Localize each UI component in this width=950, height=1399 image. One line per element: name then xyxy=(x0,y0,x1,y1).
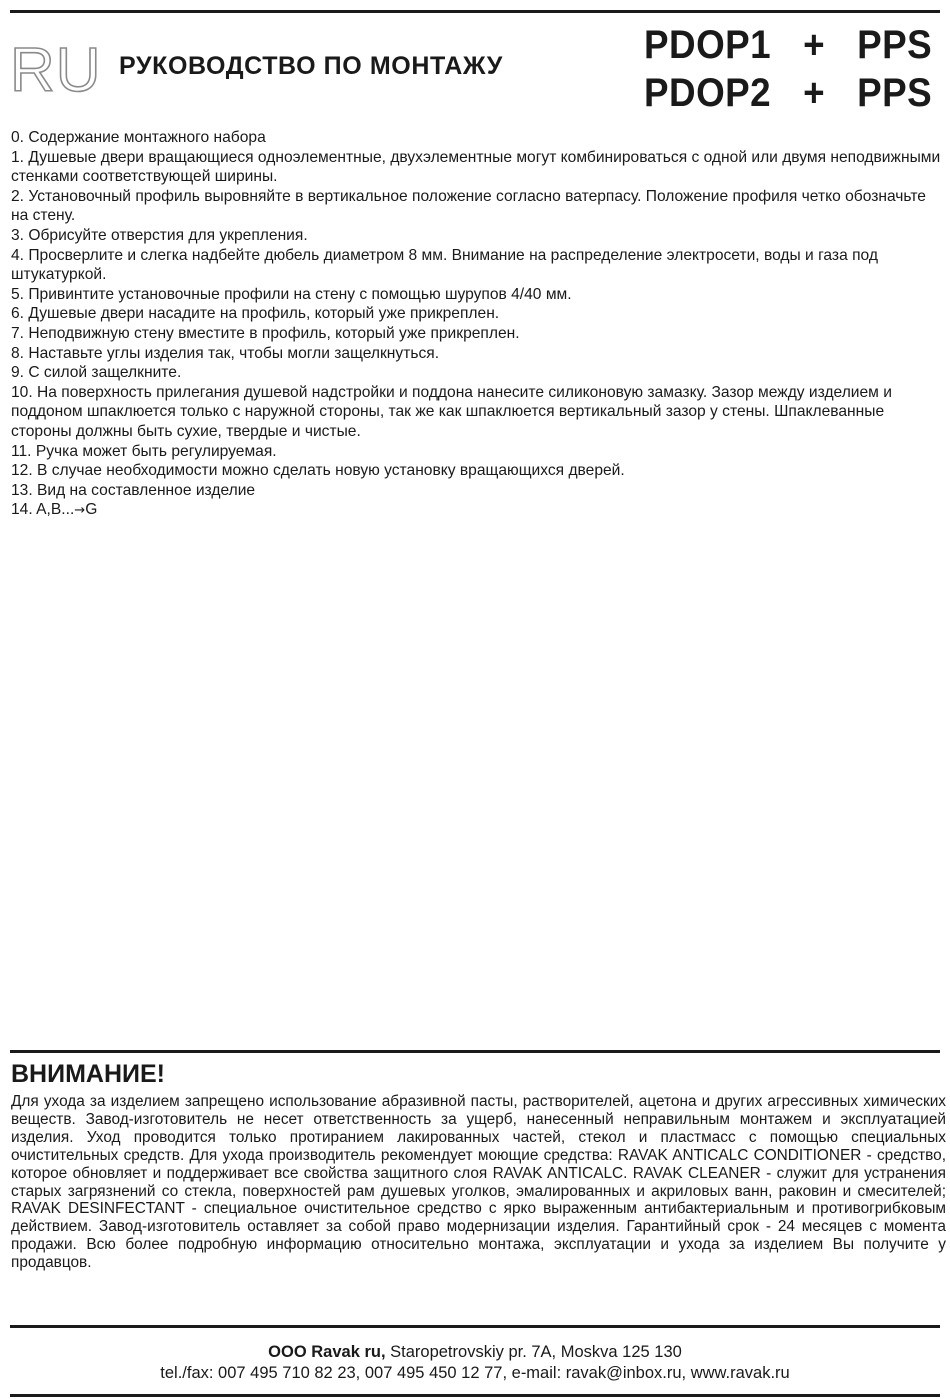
step-item: 8. Наставьте углы изделия так, чтобы могли защелкнуться. xyxy=(11,344,440,362)
notice-text: Для ухода за изделием запрещено использование абразивной пасты, растворителей, ацетона и других агрессивных химических веществ. Завод-изготовитель не несет ответственность за ущерб, нанесенный неправильным монтажем и эксплуатацией изделия. Уход проводится только протиранием лакированных частей, стекол и пластмасс с помощью специальных очистительных средств. Для ухода производитель рекомендует моющие средства: RAVAK ANTICALC CONDITIONER - средство, которое обновляет и поддерживает все свойства защитного слоя RAVAK ANTICALC. RAVAK CLEANER - служит для устранения старых загрязнений со стекла, поверхностей рам душевых уголков, эмалированных и акриловых ванн, раковин и смесителей; RAVAK DESINFECTANT - специальное очистительное средство с ярко выраженным антибактериальным и противогрибковым действием. Завод-изготовитель оставляет за собой право модернизации изделия. Гарантийный срок - 24 месяцев с момента продажи. Всю более подробную информацию относительно монтажа, эксплуатации и ухода за изделием Вы получите у продавцов. xyxy=(11,1093,946,1272)
step-item: 2. Установочный профиль выровняйте в вертикальное положение согласно ватерпасу. Положение профиля четко обозначьте на стену. xyxy=(11,187,926,225)
step-item: 0. Содержание монтажного набора xyxy=(11,129,266,146)
notice-divider xyxy=(10,1050,940,1053)
language-code: RU xyxy=(10,36,102,105)
step-item: 5. Привинтите установочные профили на стену с помощью шурупов 4/40 мм. xyxy=(11,285,572,303)
model-line-2: PDOP2 + PPS xyxy=(643,71,932,115)
installation-steps xyxy=(11,128,941,521)
footer-address-line xyxy=(0,1342,950,1363)
step-item: 13. Вид на составленное изделие xyxy=(11,481,256,499)
step-item: 1. Душевые двери вращающиеся одноэлементные, двухэлементные могут комбинироваться с одной или двумя неподвижными стенками соответствующей ширины. xyxy=(11,148,941,186)
step-item: 3. Обрисуйте отверстия для укрепления. xyxy=(11,226,308,244)
footer-divider-top xyxy=(10,1325,940,1328)
footer-address: Staropetrovskiy pr. 7A, Moskva 125 130 xyxy=(385,1343,682,1361)
step-item: 6. Душевые двери насадите на профиль, который уже прикреплен. xyxy=(11,305,500,323)
step-last-suffix: G xyxy=(85,501,98,519)
footer-contacts: tel./fax: 007 495 710 82 23, 007 495 450 12 77, e-mail: ravak@inbox.ru, www.ravak.ru xyxy=(160,1364,790,1382)
step-item: 11. Ручка может быть регулируемая. xyxy=(11,442,277,460)
step-last-prefix: 14. A,B... xyxy=(11,501,75,519)
manual-title: РУКОВОДСТВО ПО МОНТАЖУ xyxy=(119,52,503,80)
model-line-1: PDOP1 + PPS xyxy=(643,23,932,67)
step-item: 10. На поверхность прилегания душевой надстройки и поддона нанесите силиконовую замазку. Зазор между изделием и поддоном шпаклюется только с наружной стороны, так же как шпаклюется вертикальный зазор у стены. Шпаклеванные стороны должны быть сухие, твердые и чистые. xyxy=(11,383,892,440)
step-item-last xyxy=(11,500,941,521)
footer xyxy=(0,1342,950,1384)
notice-heading: ВНИМАНИЕ! xyxy=(11,1060,165,1088)
top-divider xyxy=(10,10,940,13)
arrow-right-icon: → xyxy=(74,503,86,519)
footer-divider-bottom xyxy=(10,1394,940,1397)
step-item: 12. В случае необходимости можно сделать новую установку вращающихся дверей. xyxy=(11,462,625,480)
footer-company: OOO Ravak ru, xyxy=(268,1343,386,1361)
step-item: 7. Неподвижную стену вместите в профиль, который уже прикреплен. xyxy=(11,324,520,342)
step-item: 4. Просверлите и слегка надбейте дюбель диаметром 8 мм. Внимание на распределение электросети, воды и газа под штукатуркой. xyxy=(11,246,878,284)
step-item: 9. С силой защелкните. xyxy=(11,364,182,382)
